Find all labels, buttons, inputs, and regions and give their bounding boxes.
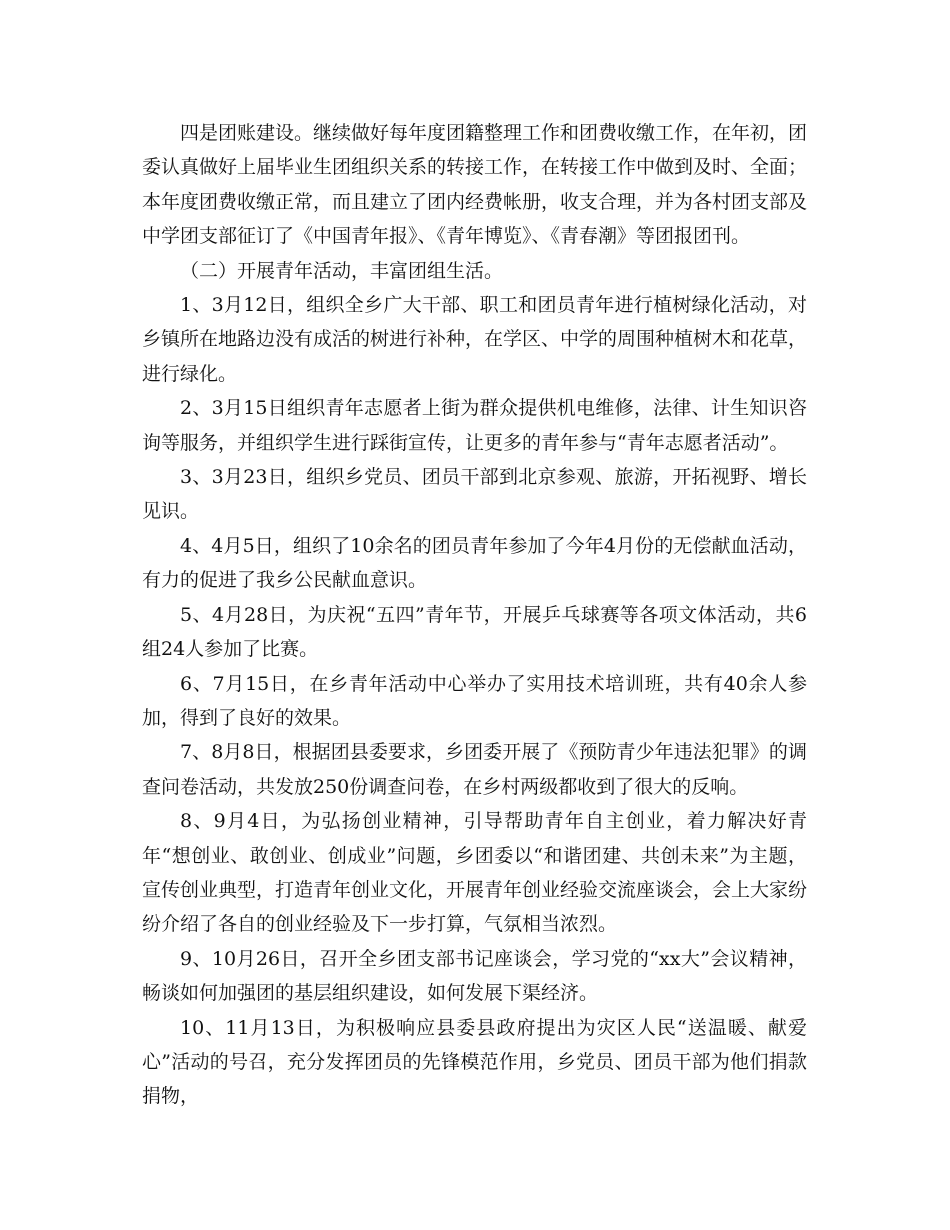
document-body [142,116,807,1114]
paragraph-item-8: 8、9月4日，为弘扬创业精神，引导帮助青年自主创业，着力解决好青年“想创业、敢创业、创成业”问题，乡团委以“和谐团建、共创未来”为主题，宣传创业典型，打造青年创业文化，开展青年创业经验交流座谈会，会上大家纷纷介绍了各自的创业经验及下一步打算，气氛相当浓烈。 [142,810,808,936]
paragraph-item-3: 3、3月23日，组织乡党员、团员干部到北京参观、旅游，开拓视野、增长见识。 [142,466,807,523]
paragraph-item-1: 1、3月12日，组织全乡广大干部、职工和团员青年进行植树绿化活动，对乡镇所在地路边没有成活的树进行补种，在学区、中学的周围种植树木和花草，进行绿化。 [142,294,808,385]
paragraph-item-9: 9、10月26日，召开全乡团支部书记座谈会，学习党的“xx大”会议精神，畅谈如何加强团的基层组织建设，如何发展下渠经济。 [142,947,807,1005]
paragraph-item-2: 2、3月15日组织青年志愿者上街为群众提供机电维修，法律、计生知识咨询等服务，并组织学生进行踩街宣传，让更多的青年参与“青年志愿者活动”。 [142,397,807,454]
paragraph-team-accounts: 四是团账建设。继续做好每年度团籍整理工作和团费收缴工作，在年初，团委认真做好上届毕业生团组织关系的转接工作，在转接工作中做到及时、全面；本年度团费收缴正常，而且建立了团内经费帐册，收支合理，并为各村团支部及中学团支部征订了《中国青年报》、《青年博览》、《青春潮》等团报团刊。 [142,122,808,248]
paragraph-item-7: 7、8月8日，根据团县委要求，乡团委开展了《预防青少年违法犯罪》的调查问卷活动，共发放250份调查问卷，在乡村两级都收到了很大的反响。 [142,741,807,798]
paragraph-item-10: 10、11月13日，为积极响应县委县政府提出为灾区人民“送温暖、献爱心”活动的号召，充分发挥团员的先锋模范作用，乡党员、团员干部为他们捐款捐物， [142,1016,807,1108]
paragraph-item-5: 5、4月28日，为庆祝“五四”青年节，开展乒乓球赛等各项文体活动，共6组24人参加了比赛。 [142,603,807,661]
section-heading-youth-activities: （二）开展青年活动，丰富团组生活。 [180,259,504,282]
paragraph-item-6: 6、7月15日，在乡青年活动中心举办了实用技术培训班，共有40余人参加，得到了良好的效果。 [142,672,807,729]
paragraph-item-4: 4、4月5日，组织了10余名的团员青年参加了今年4月份的无偿献血活动，有力的促进了我乡公民献血意识。 [142,534,807,592]
